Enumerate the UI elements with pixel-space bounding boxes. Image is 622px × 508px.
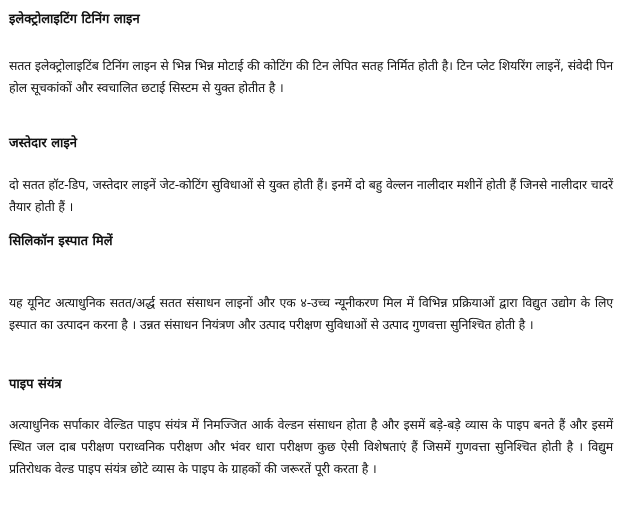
section-heading-silicon-steel-mills: सिलिकॉन इस्पात मिलें bbox=[9, 234, 113, 249]
section-body-electrolytic-tinning-line: सतत इलेक्ट्रोलाइटिंब टिनिंग लाइन से भिन्न भिन्न मोटाई की कोटिंग की टिन लेपित सतह निर्मित होती है। टिन प्लेट शियरिंग लाइनें, संवेदी पिन होल सूचकांकों और स्वचालित छटाई सिस्टम से युक्त होतीत है । bbox=[9, 58, 613, 95]
section-body-galvanizing-lines: दो सतत हॉट-डिप, जस्तेदार लाइनें जेट-कोटिंग सुविधाओं से युक्त होती हैं। इनमें दो बहु वेल्लन नालीदार मशीनें होती हैं जिनसे नालीदार चादरें तैयार होती हैं । bbox=[9, 177, 613, 214]
section-body-silicon-steel-mills: यह यूनिट अत्याधुनिक सतत/अर्द्ध सतत संसाधन लाइनों और एक ४-उच्च न्यूनीकरण मिल में विभिन्न प्रक्रियाओं द्वारा विद्युत उद्योग के लिए इस्पात का उत्पादन करना है । उन्नत संसाधन नियंत्रण और उत्पाद परीक्षण सुविधाओं से उत्पाद गुणवत्ता सुनिश्चित होती है । bbox=[9, 295, 613, 332]
section-body-pipe-plant: अत्याधुनिक सर्पाकार वेल्डित पाइप संयंत्र में निमज्जित आर्क वेल्डन संसाधन होता है और इसमें बड़े-बड़े व्यास के पाइप बनते हैं और इसमें स्थित जल दाब परीक्षण पराध्वनिक परीक्षण और भंवर धारा परीक्षण कुछ ऐसी विशेषताएं हैं जिसमें गुणवत्ता सुनिश्चित होती है । विद्युम प्रतिरोधक वेल्ड पाइप संयंत्र छोटे व्यास के पाइप के ग्राहकों की जरूरतें पूरी करता है । bbox=[9, 417, 613, 476]
section-heading-galvanizing-lines: जस्तेदार लाइने bbox=[9, 136, 78, 151]
section-heading-pipe-plant: पाइप संयंत्र bbox=[9, 377, 62, 392]
section-heading-electrolytic-tinning-line: इलेक्ट्रोलाइटिंग टिनिंग लाइन bbox=[9, 12, 140, 27]
